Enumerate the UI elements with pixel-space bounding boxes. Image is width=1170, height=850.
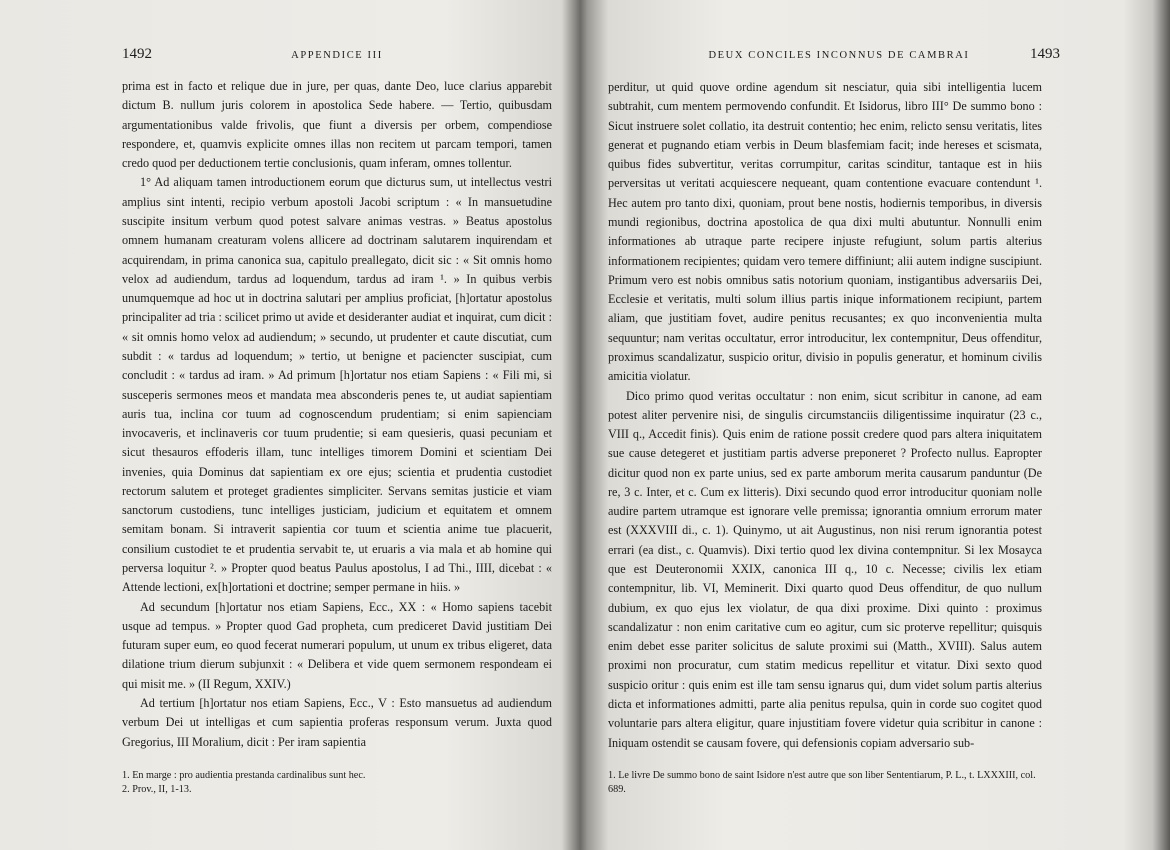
paragraph: Dico primo quod veritas occultatur : non enim, sicut scribitur in canone, ad eam potest aliter pervenire nisi, de singulis circumstanciis diligentissime inquiratur (23 c., VIII q., Accedit finis). Quis enim de ratione possit credere quod pars altera iniquitatem sue cause detegeret et justitiam partis adverse preponeret ? Profecto nullus. Eapropter dicitur quod non ex parte unius, sed ex parte amborum merita causarum panduntur (De re, 3 c. Inter, et c. Cum ex litteris). Dixi secundo quod error introducitur quoniam nolle audire partem utramque est ignorare velle premissa; ignorantia omnium errorum mater est (XXXVIII di., c. 1). Quinymo, ut ait Augustinus, non nisi rerum ignorantia potest errari (ea dist., c. Quamvis). Dixi tertio quod lex divina contempnitur. Si lex Mosayca que est Deuteronomii XXIX, canonica III q., 10 c. Necesse; civilis lex etiam contempnitur, lib. VI, Meminerit. Dixi quarto quod Deus offenditur, de quo nullum dubium, ex quo ejus lex violatur, de qua dixi proxime. Dixi quinto : proximus scandalizatur : non enim caritative cum eo agitur, cum sic proterve repellitur; quisquis enim debet esse pariter solicitus de salute proximi sui (Matth., XVIII). Salus autem proximi non procuratur, cum statim medicus repellitur et vitatur. Dixi sexto quod suspicio oritur : quis enim est ille tam sensu ignarus qui, dum videt solum partis alterius dicta et informationes admitti, parte alia penitus repulsa, quin in corde suo cogitet quod voluntarie pars altera eligitur, quare injustitiam fovere videtur quia scribitur in canone : Iniquam ostendit se causam fovere, qui defensionis copiam adversario sub-	[608, 388, 1042, 750]
right-page	[582, 0, 1170, 850]
footnote: 1. En marge : pro audientia prestanda cardinalibus sunt hec.	[122, 770, 366, 781]
paragraph: perditur, ut quid quove ordine agendum sit nesciatur, quia sibi intelligentia lucem subtrahit, cum mentem permovendo confundit. Et Isidorus, libro III° De summo bono : Sicut instruere solet collatio, ita destruit contentio; hec enim, relicto sensu veritatis, lites generat et pugnando etiam verbis in Deum blasfemiam facit; inde hereses et scismata, quibus fides subvertitur, veritas corrumpitur, caritas scinditur, tantaque est in hiis perversitas ut veritati acquiescere nequeant, quam contentione evacuare contendunt ¹. Hec autem pro tanto dixi, quoniam, prout bene nostis, hodiernis temporibus, in diversis mundi regionibus, doctrina apostolica de qua dixi multi abutuntur. Nonnulli enim informationes ab utraque parte recipere injuste refugiunt, solum partis alterius informationem recipientes; quidam vero temere diffiniunt; alii autem indigne suscipiunt. Primum vero est nobis omnibus satis notorium quoniam, instigantibus adversariis Dei, Ecclesie et veritatis, multi solum illius partis inique informationem recipiunt, partem aliam, que justitiam fovet, audire penitus recusantes; ex quo inconvenientia multa sequuntur; nam veritas occultatur, error introducitur, lex contempnitur, Deus offenditur, proximus scandalizatur, suspicio oritur, divisio in populis generatur, et hominum civilis amicitia violatur.	[608, 80, 1042, 384]
right-running-head	[618, 46, 1060, 66]
left-footnotes	[122, 769, 552, 797]
left-running-head	[122, 46, 552, 66]
paragraph: 1° Ad aliquam tamen introductionem eorum que dicturus sum, ut intellectus vestri amplius sint intenti, recipio verbum apostoli Jacobi scriptum : « In mansuetudine suscipite insitum verbum quod potest salvare animas vestras. » Beatus apostolus omnem humanam creaturam volens allicere ad doctrinam salutarem inquirendam et acquirendam, in prima canonica sua, capitulo preallegato, dicit sic : « Sit omnis homo velox ad audiendum, tardus ad loquendum, tardus ad iram ¹. » In quibus verbis unumquemque ad hoc ut in doctrina salutari per amplius proficiat, [h]ortatur apostolus principaliter ad tria : scilicet primo ut avide et desideranter audiat et inquirat, cum dicit : « sit omnis homo velox ad audiendum; » secundo, ut prudenter et caute discutiat, cum subdit : « tardus ad loquendum; » tertio, ut benigne et paciencter suscipiat, cum concludit : « tardus ad iram. » Ad primum [h]ortatur nos etiam Sapiens : « Fili mi, si susceperis sermones meos et mandata mea absconderis penes te, ut audiat sapientiam auris tua, inclina cor tuum ad cognoscendum prudentiam; si enim sapienciam invocaveris, et inclinaveris cor tuum prudentie; si eam quesieris, quasi pecuniam et sicut thesauros effoderis illam, tunc intelliges timorem Domini et scientiam Dei invenies, quia Dominus dat sapientiam ex ore ejus; scientia et prudentia custodiet rectorum salutem et proteget gradientes simpliciter. Servans semitas justicie et viam sanctorum custodiens, tunc intelliges justiciam, judicium et equitatem et omnem semitam bonam. Si intraverit sapientia cor tuum et scientia anime tue placuerit, consilium custodiet te et prudentia servabit te, ut eruaris a via mala et ab homine qui perversa loquitur ². » Propter quod beatus Paulus apostolus, I ad Thi., IIII, dicebat : « Attende lectioni, ex[h]ortationi et doctrine; semper permane in hiis. »	[122, 175, 552, 595]
right-page-number: 1493	[1030, 46, 1060, 62]
left-running-title: APPENDICE III	[291, 50, 383, 61]
left-body-text	[122, 77, 552, 752]
right-body-text	[608, 78, 1042, 753]
footnote: 2. Prov., II, 1-13.	[122, 784, 192, 795]
paragraph: Ad tertium [h]ortatur nos etiam Sapiens, Ecc., V : Esto mansuetus ad audiendum verbum Dei ut intelligas et cum sapientia proferas responsum verum. Juxta quod Gregorius, III Moralium, dicit : Per iram sapientia	[122, 696, 552, 749]
paragraph: prima est in facto et relique due in jure, per quas, dante Deo, luce clarius apparebit dictum B. nullum juris colorem in apostolica Sede habere. — Tertio, quibusdam argumentationibus valde frivolis, que fiunt a diversis per orbem, compendiose respondere, et, quamvis explicite omnes illas non recitem ut parcam tempori, tamen credo quod per deductionem tertie conclusionis, quam inferam, omnes tollentur.	[122, 79, 552, 171]
paragraph: Ad secundum [h]ortatur nos etiam Sapiens, Ecc., XX : « Homo sapiens tacebit usque ad tempus. » Propter quod Gad propheta, cum prediceret David justitiam Dei futuram super eum, eo quod fecerat numerari populum, ut unum ex tribus eligeret, data dilatione trium dierum subjunxit : « Delibera et vide quem sermonem respondeam ei qui misit me. » (II Regum, XXIV.)	[122, 599, 552, 691]
right-running-title: DEUX CONCILES INCONNUS DE CAMBRAI	[708, 50, 970, 61]
right-footnotes	[608, 769, 1042, 797]
left-page	[0, 0, 580, 850]
left-page-number: 1492	[122, 46, 152, 62]
footnote: 1. Le livre De summo bono de saint Isidore n'est autre que son liber Sententiarum, P. L., t. LXXXIII, col. 689.	[608, 770, 1036, 795]
